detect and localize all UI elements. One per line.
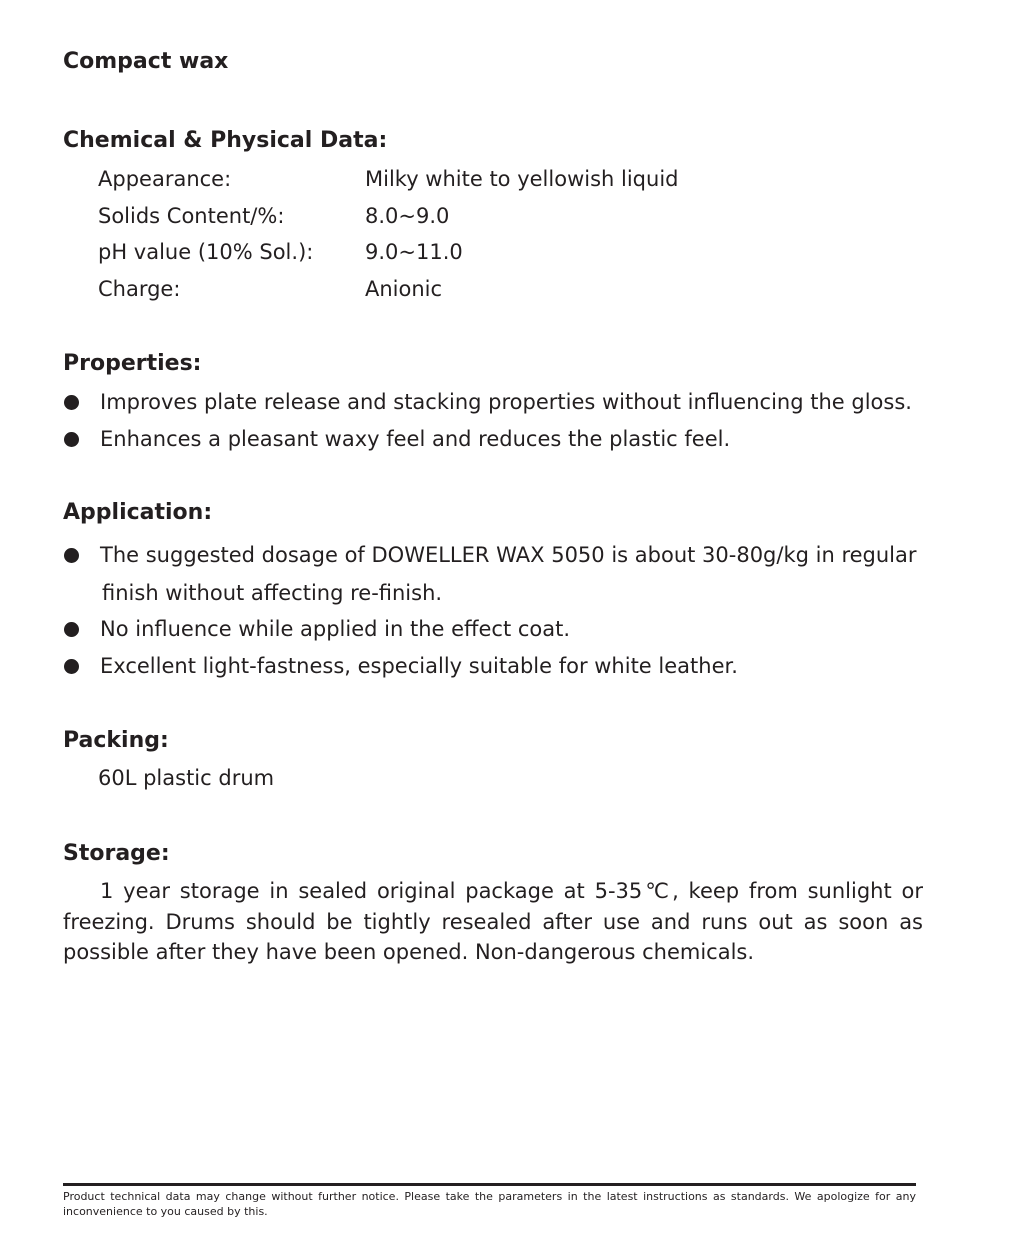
data-label: Charge: <box>98 277 181 301</box>
bullet-icon <box>64 622 79 637</box>
bullet-icon <box>64 659 79 674</box>
bullet-icon <box>64 395 79 410</box>
packing-heading: Packing: <box>63 728 169 753</box>
properties-heading: Properties: <box>63 351 202 376</box>
packing-text: 60L plastic drum <box>98 766 275 790</box>
page-title: Compact wax <box>63 49 229 74</box>
footer-disclaimer: Product technical data may change without further notice. Please take the parameters in the latest instructions as standards. We apologize for any inconvenience to you caused by this. <box>63 1190 916 1218</box>
list-item-text: The suggested dosage of DOWELLER WAX 5050 is about 30-80g/kg in regular <box>100 543 917 567</box>
data-label: Appearance: <box>98 167 232 191</box>
footer-divider <box>63 1183 916 1186</box>
data-value: Milky white to yellowish liquid <box>365 167 679 191</box>
data-value: 8.0~9.0 <box>365 204 450 228</box>
data-label: Solids Content/%: <box>98 204 285 228</box>
list-item-text: No influence while applied in the effect coat. <box>100 617 571 641</box>
bullet-icon <box>64 432 79 447</box>
list-item-text: Excellent light-fastness, especially suitable for white leather. <box>100 654 738 678</box>
application-heading: Application: <box>63 500 213 525</box>
list-item-continuation: finish without affecting re-finish. <box>102 581 443 605</box>
data-label: pH value (10% Sol.): <box>98 240 314 264</box>
list-item-text: Enhances a pleasant waxy feel and reduces the plastic feel. <box>100 427 731 451</box>
chemical-data-heading: Chemical & Physical Data: <box>63 128 388 153</box>
list-item-text: Improves plate release and stacking properties without influencing the gloss. <box>100 390 912 414</box>
data-value: 9.0~11.0 <box>365 240 463 264</box>
storage-paragraph: 1 year storage in sealed original package at 5-35℃, keep from sunlight or freezing. Drums should be tightly resealed after use and runs out as soon as possible after they have been opened. Non-dangerous chemicals. <box>63 879 923 964</box>
data-value: Anionic <box>365 277 443 301</box>
bullet-icon <box>64 548 79 563</box>
storage-heading: Storage: <box>63 841 170 866</box>
